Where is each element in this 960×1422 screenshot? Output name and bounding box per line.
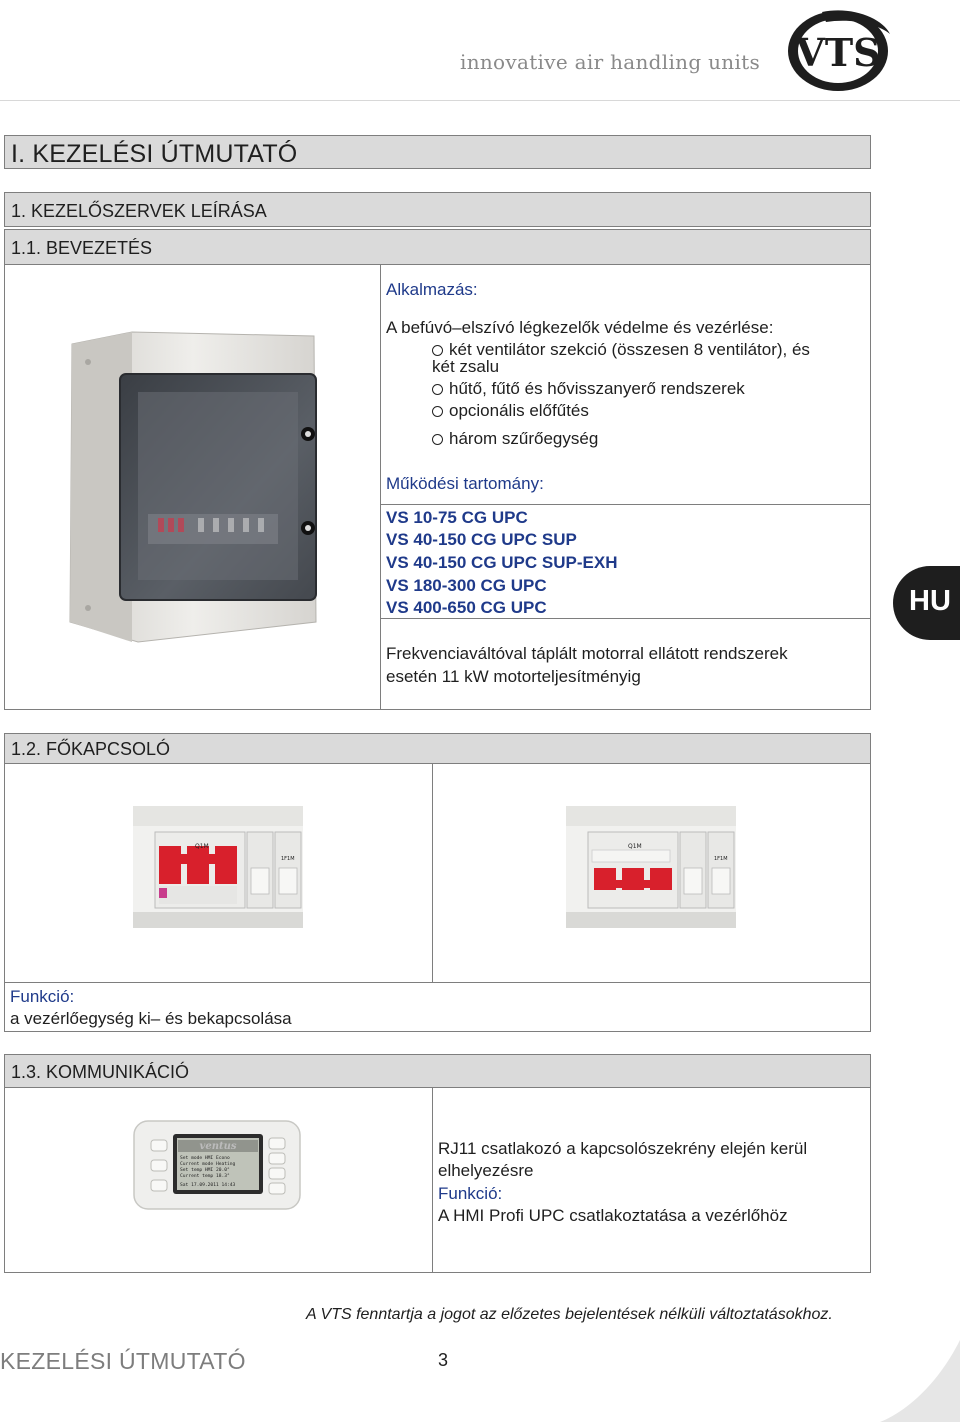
section-1-2-heading: 1.2. FŐKAPCSOLÓ — [11, 739, 171, 759]
section-1-1-divider — [380, 265, 381, 710]
language-tab-label: HU — [909, 585, 951, 617]
bullet-circle-icon — [432, 345, 443, 356]
section-1-1-rule-a — [380, 504, 871, 505]
page-title: I. KEZELÉSI ÚTMUTATÓ — [11, 140, 298, 168]
page-corner-decoration — [880, 1340, 960, 1422]
bullet-item: három szűrőegység — [432, 428, 598, 450]
main-switch-on-image — [566, 806, 736, 928]
hmi-screen-line: Current temp 18.3° — [180, 1174, 230, 1179]
hmi-panel-image — [133, 1120, 301, 1210]
vts-logo-text: VTS — [795, 30, 881, 75]
section-1-3-band — [4, 1054, 871, 1088]
page-title-band — [4, 135, 871, 169]
main-switch-off-image — [133, 806, 303, 928]
bullet-item-continuation: két zsalu — [432, 357, 500, 376]
hmi-screen-line: Current mode Heating — [180, 1162, 236, 1167]
hmi-brand: ventus — [199, 1141, 237, 1152]
section-1-2-divider — [432, 764, 433, 982]
application-intro: A befúvó–elszívó légkezelők védelme és vezérlése: — [386, 318, 774, 337]
bullet-item: két ventilátor szekció (összesen 8 ventilátor), és — [432, 339, 810, 361]
model-item: VS 40-150 CG UPC SUP — [386, 530, 577, 549]
section-1-3-heading: 1.3. KOMMUNIKÁCIÓ — [11, 1062, 190, 1082]
hmi-function-text: A HMI Profi UPC csatlakoztatása a vezérlőhöz — [438, 1206, 788, 1225]
switch-label-1f1m: 1F1M — [281, 856, 295, 862]
section-1-heading: 1. KEZELŐSZERVEK LEÍRÁSA — [11, 201, 267, 221]
section-1-3-divider — [432, 1088, 433, 1273]
footer-label: KEZELÉSI ÚTMUTATÓ — [0, 1348, 246, 1374]
bullet-item: hűtő, fűtő és hővisszanyerő rendszerek — [432, 378, 745, 400]
bullet-item: opcionális előfűtés — [432, 400, 589, 422]
model-item: VS 400-650 CG UPC — [386, 598, 547, 617]
hmi-screen-line: Sat 17.09.2011 14:43 — [180, 1183, 236, 1188]
footnote: A VTS fenntartja a jogot az előzetes bejelentések nélküli változtatásokhoz. — [306, 1306, 833, 1323]
page-number: 3 — [438, 1350, 449, 1370]
switch-label-1f1m: 1F1M — [714, 856, 728, 862]
section-1-band — [4, 192, 871, 227]
language-tab — [893, 566, 960, 640]
rj11-text-line: elhelyezésre — [438, 1161, 534, 1180]
switch-label-q1m: Q1M — [628, 843, 642, 850]
model-item: VS 180-300 CG UPC — [386, 576, 547, 595]
section-1-2-rule — [4, 982, 871, 983]
main-switch-function-label: Funkció: — [10, 987, 75, 1006]
section-1-2-band — [4, 733, 871, 764]
bullet-circle-icon — [432, 406, 443, 417]
tagline: innovative air handling units — [460, 50, 761, 74]
motor-note-line: Frekvenciaváltóval táplált motorral ellátott rendszerek — [386, 644, 788, 663]
section-1-1-band — [4, 229, 871, 265]
vts-logo — [782, 4, 894, 94]
switch-label-q1m: Q1M — [195, 843, 209, 850]
header-divider — [0, 100, 960, 101]
main-switch-function-text: a vezérlőegység ki– és bekapcsolása — [10, 1009, 292, 1028]
model-item: VS 40-150 CG UPC SUP-EXH — [386, 553, 618, 572]
hmi-screen-line: Set mode HMI Econo — [180, 1156, 230, 1161]
motor-note-line: esetén 11 kW motorteljesítményig — [386, 667, 641, 686]
bullet-circle-icon — [432, 434, 443, 445]
application-label: Alkalmazás: — [386, 280, 478, 299]
control-cabinet-image — [58, 322, 326, 650]
hmi-screen-line: Set temp HMI 20.0° — [180, 1168, 230, 1173]
operating-range-label: Működési tartomány: — [386, 474, 544, 493]
hmi-function-label: Funkció: — [438, 1184, 503, 1203]
model-item: VS 10-75 CG UPC — [386, 508, 528, 527]
bullet-circle-icon — [432, 384, 443, 395]
rj11-text-line: RJ11 csatlakozó a kapcsolószekrény elején kerül — [438, 1139, 808, 1158]
section-1-1-heading: 1.1. BEVEZETÉS — [11, 238, 153, 258]
